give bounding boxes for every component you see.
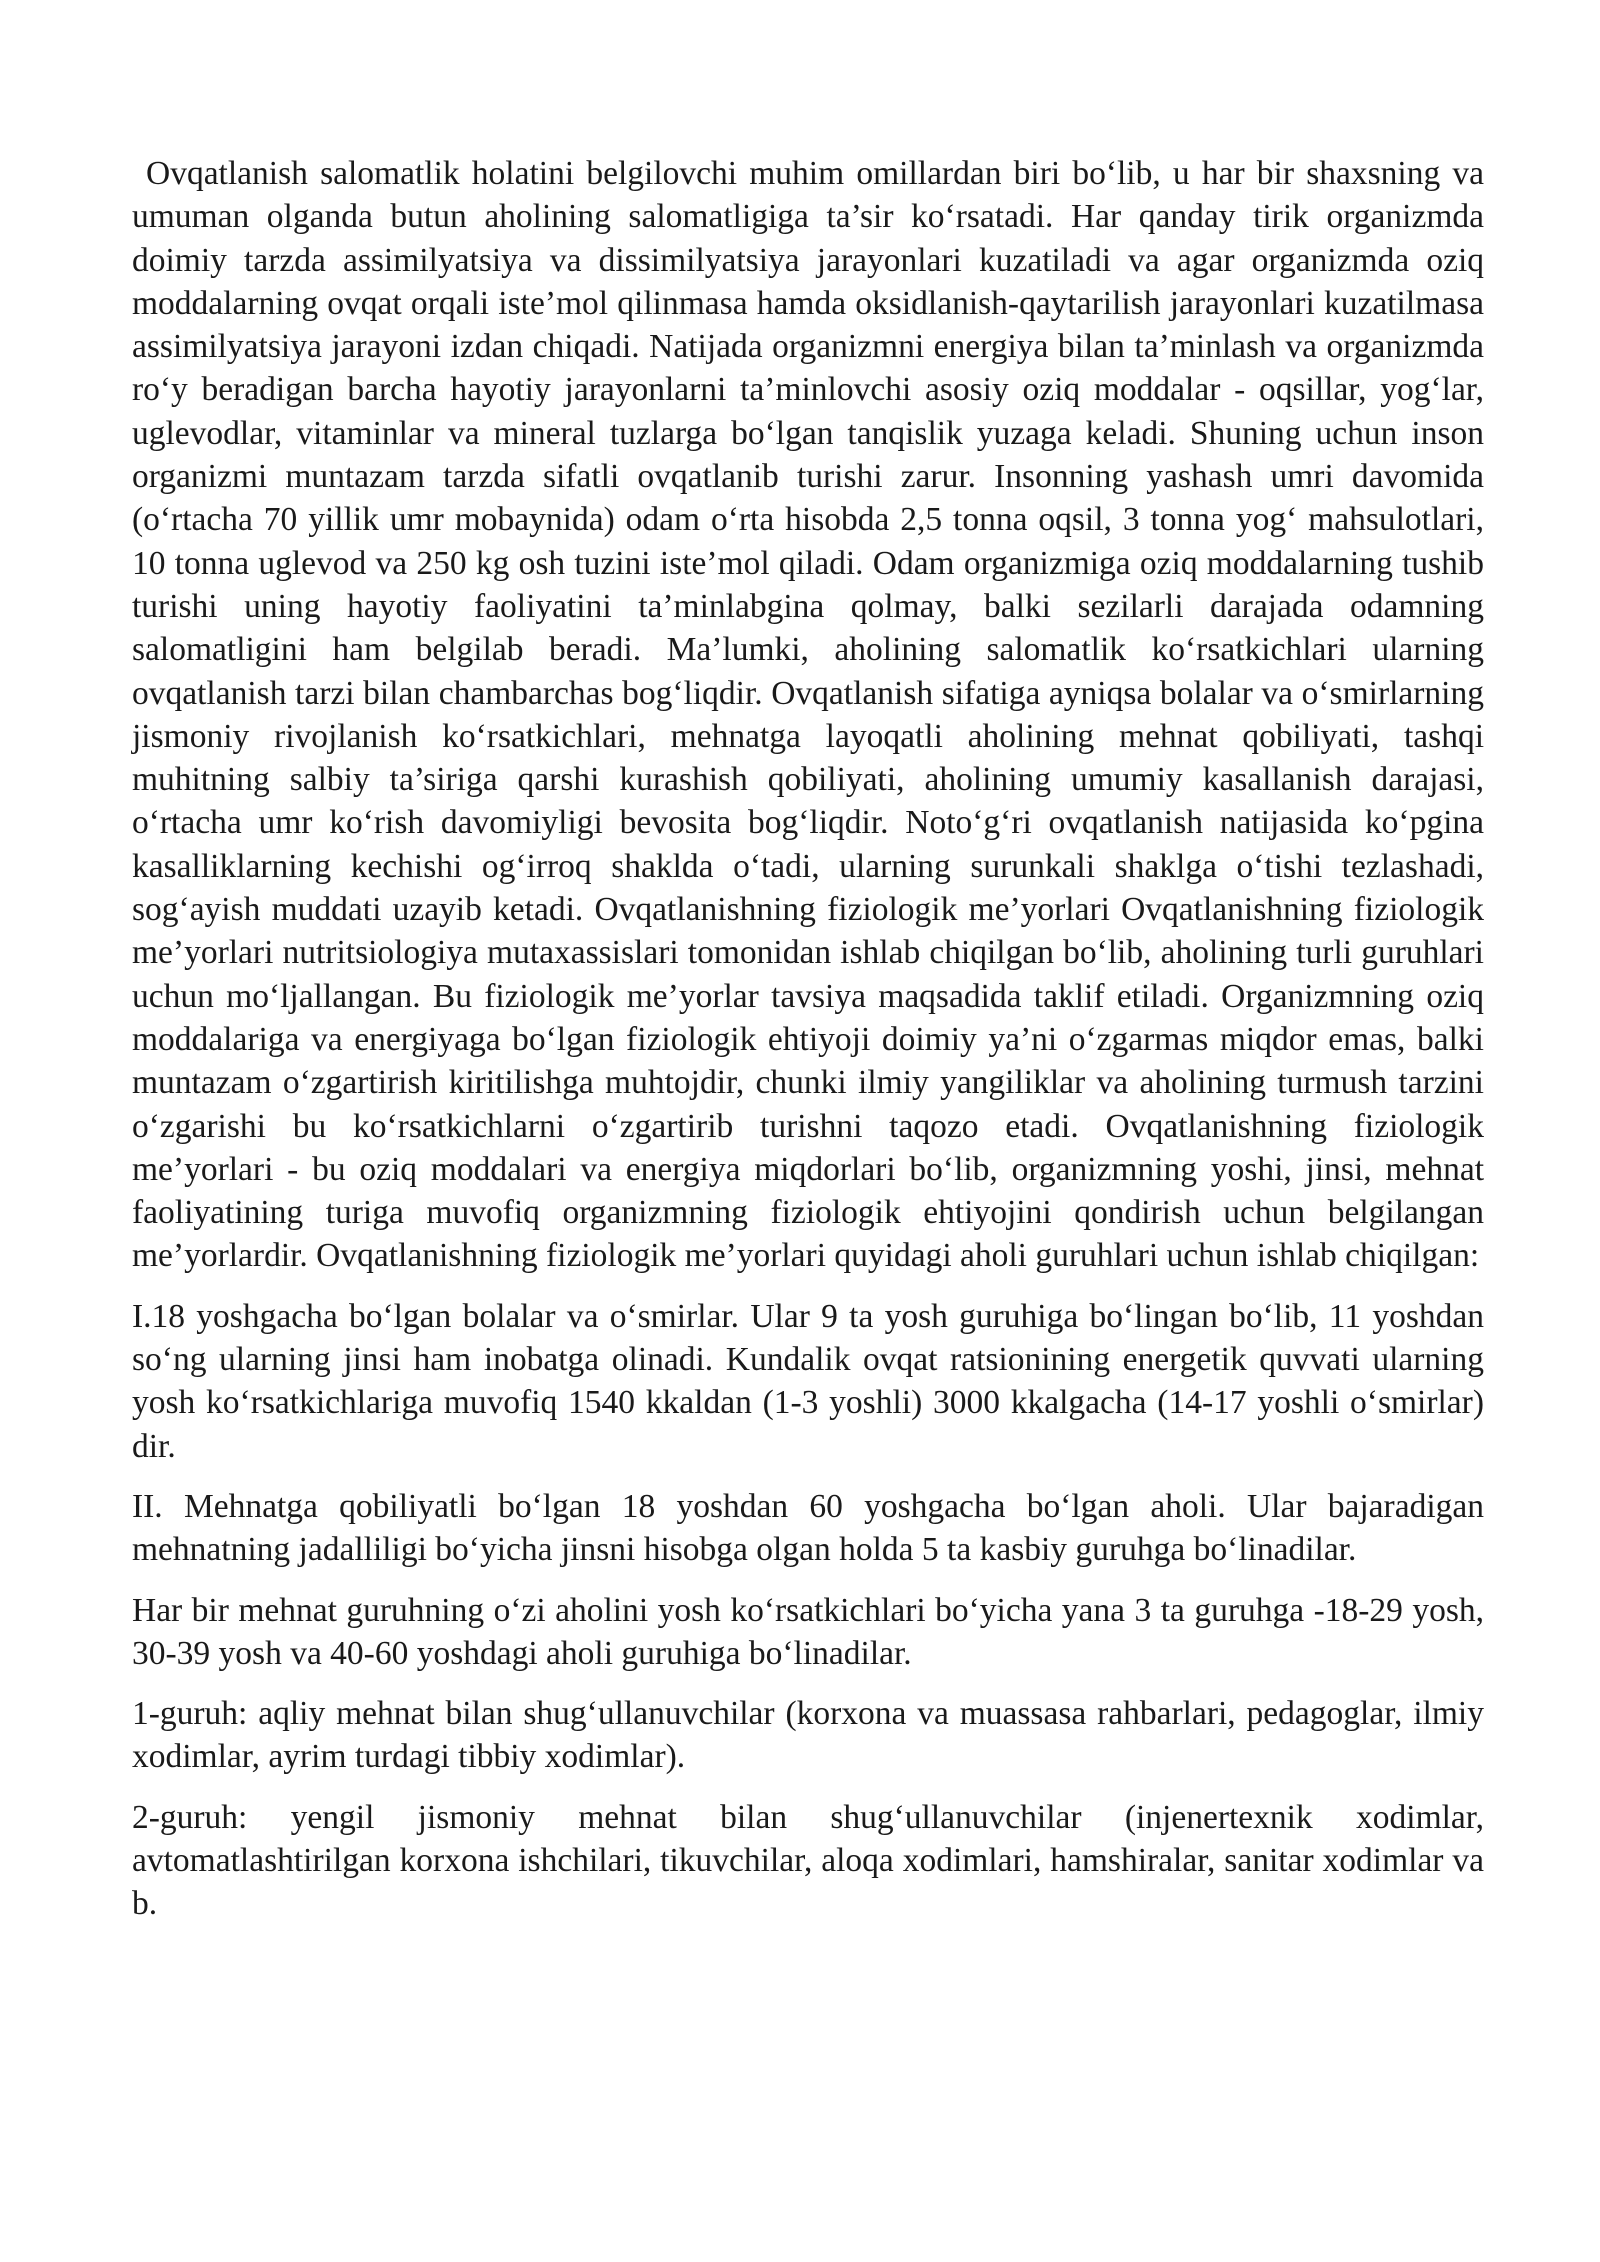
- paragraph-intro: Ovqatlanish salomatlik holatini belgilovchi muhim omillardan biri bo‘lib, u har bir shaxsning va umuman olganda butun aholining salomatligiga ta’sir ko‘rsatadi. Har qanday tirik organizmda doimiy tarzda assimilyatsiya va dissimilyatsiya jarayonlari kuzatiladi va agar organizmda oziq moddalarning ovqat orqali iste’mol qilinmasa hamda oksidlanish-qaytarilish jarayonlari kuzatilmasa assimilyatsiya jarayoni izdan chiqadi. Natijada organizmni energiya bilan ta’minlash va organizmda ro‘y beradigan barcha hayotiy jarayonlarni ta’minlovchi asosiy oziq moddalar - oqsillar, yog‘lar, uglevodlar, vitaminlar va mineral tuzlarga bo‘lgan tanqislik yuzaga keladi. Shuning uchun inson organizmi muntazam tarzda sifatli ovqatlanib turishi zarur. Insonning yashash umri davomida (o‘rtacha 70 yillik umr mobaynida) odam o‘rta hisobda 2,5 tonna oqsil, 3 tonna yog‘ mahsulotlari, 10 tonna uglevod va 250 kg osh tuzini iste’mol qiladi. Odam organizmiga oziq moddalarning tushib turishi uning hayotiy faoliyatini ta’minlabgina qolmay, balki sezilarli darajada odamning salomatligini ham belgilab beradi. Ma’lumki, aholining salomatlik ko‘rsatkichlari ularning ovqatlanish tarzi bilan chambarchas bog‘liqdir. Ovqatlanish sifatiga ayniqsa bolalar va o‘smirlarning jismoniy rivojlanish ko‘rsatkichlari, mehnatga layoqatli aholining mehnat qobiliyati, tashqi muhitning salbiy ta’siriga qarshi kurashish qobiliyati, aholining umumiy kasallanish darajasi, o‘rtacha umr ko‘rish davomiyligi bevosita bog‘liqdir. Noto‘g‘ri ovqatlanish natijasida ko‘pgina kasalliklarning kechishi og‘irroq shaklda o‘tadi, ularning surunkali shaklga o‘tishi tezlashadi, sog‘ayish muddati uzayib ketadi. Ovqatlanishning fiziologik me’yorlari Ovqatlanishning fiziologik me’yorlari nutritsiologiya mutaxassislari tomonidan ishlab chiqilgan bo‘lib, aholining turli guruhlari uchun mo‘ljallangan. Bu fiziologik me’yorlar tavsiya maqsadida taklif etiladi. Organizmning oziq moddalariga va energiyaga bo‘lgan fiziologik ehtiyoji doimiy ya’ni o‘zgarmas miqdor emas, balki muntazam o‘zgartirish kiritilishga muhtojdir, chunki ilmiy yangiliklar va aholining turmush tarzini o‘zgarishi bu ko‘rsatkichlarni o‘zgartirib turishni taqozo etadi. Ovqatlanishning fiziologik me’yorlari - bu oziq moddalari va energiya miqdorlari bo‘lib, organizmning yoshi, jinsi, mehnat faoliyatining turiga muvofiq organizmning fiziologik ehtiyojini qondirish uchun belgilangan me’yorlardir. Ovqatlanishning fiziologik me’yorlari quyidagi aholi guruhlari uchun ishlab chiqilgan:: [132, 155, 1484, 1275]
- paragraph-group-1: 1-guruh: aqliy mehnat bilan shug‘ullanuvchilar (korxona va muassasa rahbarlari, pedagoglar, ilmiy xodimlar, ayrim turdagi tibbiy xodimlar).: [132, 1695, 1484, 1776]
- paragraph-group-working-age: II. Mehnatga qobiliyatli bo‘lgan 18 yoshdan 60 yoshgacha bo‘lgan aholi. Ular bajaradigan mehnatning jadalliligi bo‘yicha jinsni hisobga olgan holda 5 ta kasbiy guruhga bo‘linadilar.: [132, 1487, 1484, 1569]
- document-page: [132, 152, 1484, 1943]
- paragraph-group-2: 2-guruh: yengil jismoniy mehnat bilan shug‘ullanuvchilar (injenertexnik xodimlar, avtomatlashtirilgan korxona ishchilari, tikuvchilar, aloqa xodimlari, hamshiralar, sanitar xodimlar va b.: [132, 1798, 1484, 1923]
- paragraph-age-subgroups: Har bir mehnat guruhning o‘zi aholini yosh ko‘rsatkichlari bo‘yicha yana 3 ta guruhga -18-29 yosh, 30-39 yosh va 40-60 yoshdagi aholi guruhiga bo‘linadilar.: [132, 1591, 1484, 1672]
- paragraph-group-children: I.18 yoshgacha bo‘lgan bolalar va o‘smirlar. Ular 9 ta yosh guruhiga bo‘lingan bo‘lib, 11 yoshdan so‘ng ularning jinsi ham inobatga olinadi. Kundalik ovqat ratsionining energetik quvvati ularning yosh ko‘rsatkichlariga muvofiq 1540 kkaldan (1-3 yoshli) 3000 kkalgacha (14-17 yoshli o‘smirlar) dir.: [132, 1297, 1484, 1465]
